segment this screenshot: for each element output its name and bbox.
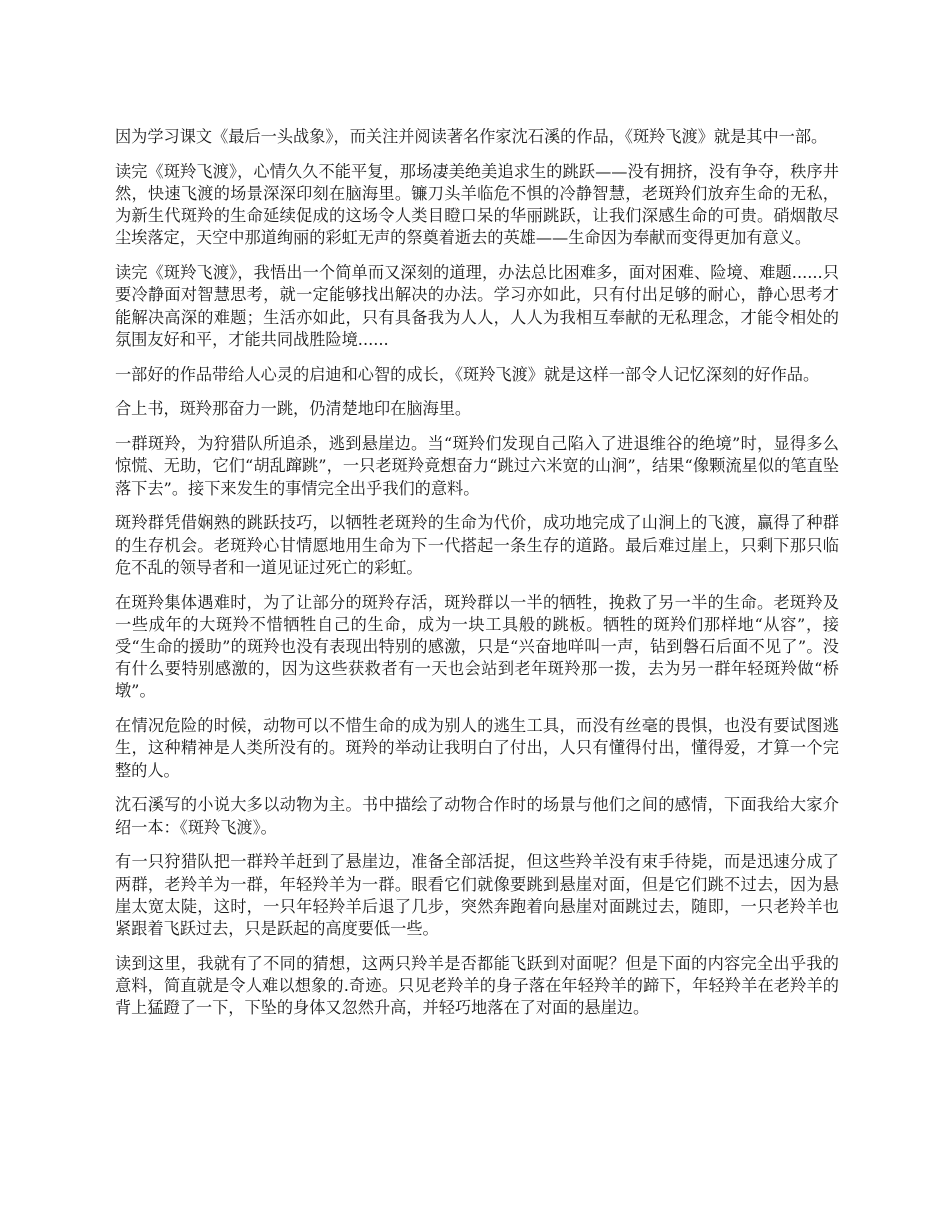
paragraph-9: 在情况危险的时候，动物可以不惜生命的成为别人的逃生工具，而没有丝毫的畏惧，也没有要试图逃生，这种精神是人类所没有的。斑羚的举动让我明白了付出，人只有懂得付出，懂得爱，才算一个完整的人。 [115,716,839,780]
paragraph-7: 斑羚群凭借娴熟的跳跃技巧，以牺牲老斑羚的生命为代价，成功地完成了山涧上的飞渡，赢得了种群的生存机会。老斑羚心甘情愿地用生命为下一代搭起一条生存的道路。最后难过崖上，只剩下那只临危不乱的领导者和一道见证过死亡的彩虹。 [115,513,839,577]
paragraph-4: 一部好的作品带给人心灵的启迪和心智的成长，《斑羚飞渡》就是这样一部令人记忆深刻的好作品。 [115,364,820,384]
paragraph-5: 合上书，斑羚那奋力一跳，仍清楚地印在脑海里。 [115,399,472,419]
paragraph-8: 在斑羚集体遇难时，为了让部分的斑羚存活，斑羚群以一半的牺牲，挽救了另一半的生命。老斑羚及一些成年的大斑羚不惜牺牲自己的生命，成为一块工具般的跳板。牺牲的斑羚们那样地“从容”，接受“生命的援助”的斑羚也没有表现出特别的感激，只是“兴奋地咩叫一声，钻到磐石后面不见了”。没有什么要特别感激的，因为这些获救者有一天也会站到老年斑羚那一拨，去为另一群年轻斑羚做“桥墩”。 [115,592,839,701]
paragraph-3: 读完《斑羚飞渡》，我悟出一个简单而又深刻的道理，办法总比困难多，面对困难、险境、难题......只要冷静面对智慧思考，就一定能够找出解决的办法。学习亦如此，只有付出足够的耐心，静心思考才能解决高深的难题；生活亦如此，只有具备我为人人，人人为我相互奉献的无私理念，才能令相处的氛围友好和平，才能共同战胜险境...... [115,263,839,349]
paragraph-6: 一群斑羚，为狩猎队所追杀，逃到悬崖边。当“斑羚们发现自己陷入了进退维谷的绝境”时，显得多么惊慌、无助，它们“胡乱蹿跳”，一只老斑羚竟想奋力“跳过六米宽的山涧”，结果“像颗流星似的笔直坠落下去”。接下来发生的事情完全出乎我们的意料。 [115,434,839,498]
document-body [115,126,839,1032]
paragraph-11: 有一只狩猎队把一群羚羊赶到了悬崖边，准备全部活捉，但这些羚羊没有束手待毙，而是迅速分成了两群，老羚羊为一群，年轻羚羊为一群。眼看它们就像要跳到悬崖对面，但是它们跳不过去，因为悬崖太宽太陡，这时，一只年轻羚羊后退了几步，突然奔跑着向悬崖对面跳过去，随即，一只老羚羊也紧跟着飞跃过去，只是跃起的高度要低一些。 [115,852,839,939]
paragraph-10: 沈石溪写的小说大多以动物为主。书中描绘了动物合作时的场景与他们之间的感情，下面我给大家介绍一本：《斑羚飞渡》。 [115,795,839,837]
paragraph-12: 读到这里，我就有了不同的猜想，这两只羚羊是否都能飞跃到对面呢？但是下面的内容完全出乎我的意料，简直就是令人难以想象的.奇迹。只见老羚羊的身子落在年轻羚羊的蹄下，年轻羚羊在老羚羊的背上猛蹬了一下，下坠的身体又忽然升高，并轻巧地落在了对面的悬崖边。 [115,953,839,1018]
paragraph-1: 因为学习课文《最后一头战象》，而关注并阅读著名作家沈石溪的作品，《斑羚飞渡》就是其中一部。 [115,127,828,146]
paragraph-2: 读完《斑羚飞渡》，心情久久不能平复，那场凄美绝美追求生的跳跃——没有拥挤，没有争夺，秩序井然，快速飞渡的场景深深印刻在脑海里。镰刀头羊临危不惧的冷静智慧，老斑羚们放弃生命的无私，为新生代斑羚的生命延续促成的这场令人类目瞪口呆的华丽跳跃，让我们深感生命的可贵。硝烟散尽尘埃落定，天空中那道绚丽的彩虹无声的祭奠着逝去的英雄——生命因为奉献而变得更加有意义。 [115,161,839,248]
